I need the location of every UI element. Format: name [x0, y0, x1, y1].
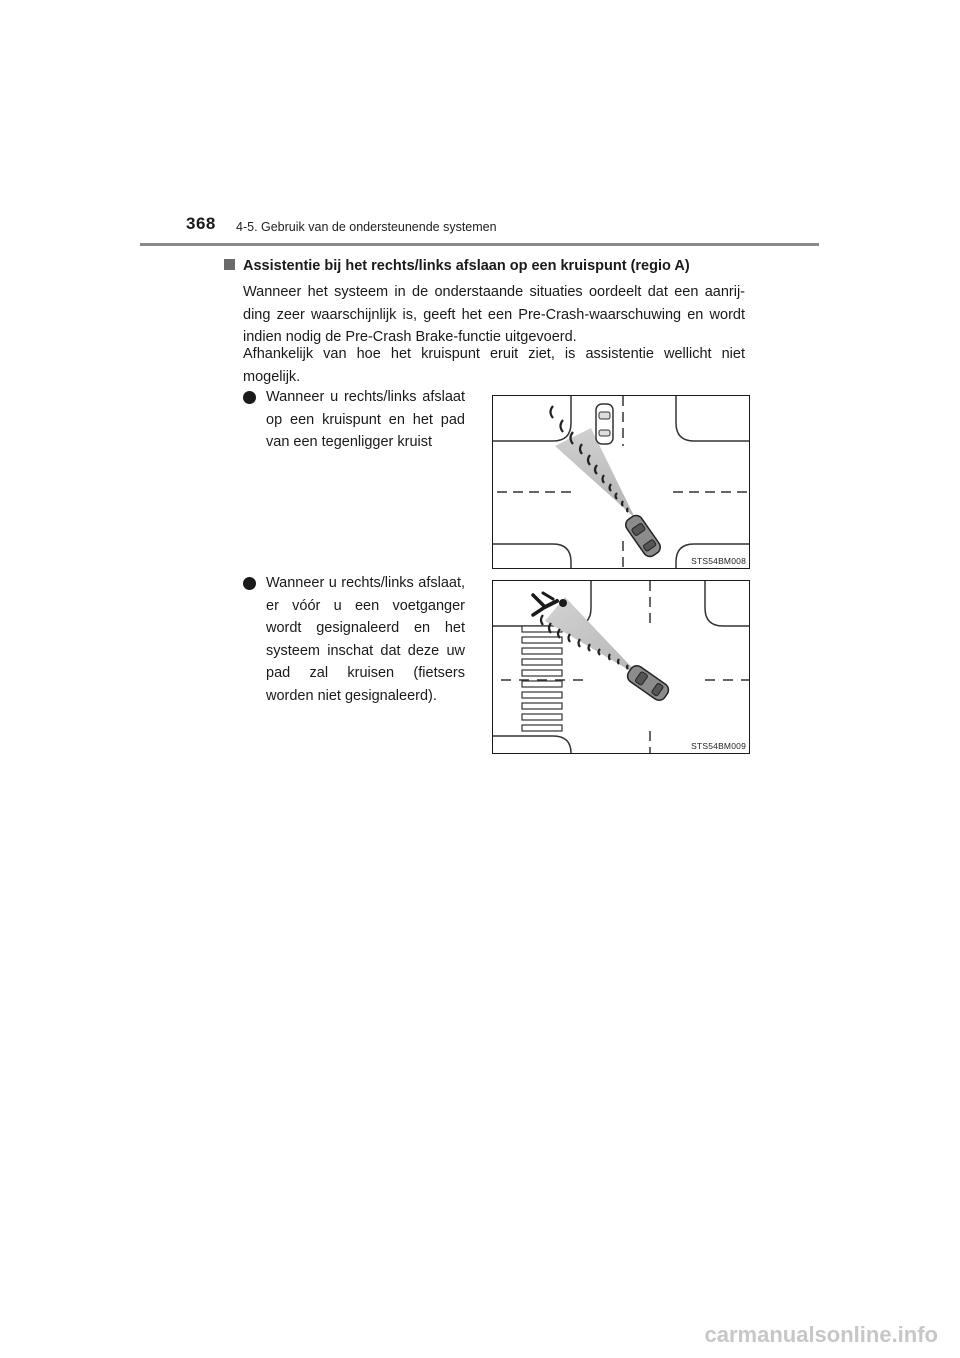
square-bullet-icon: [224, 259, 235, 270]
footer-watermark: carmanualsonline.info: [704, 1322, 938, 1347]
header-divider: [140, 243, 819, 246]
figure-code: STS54BM009: [691, 741, 746, 751]
bullet-dot-icon: [243, 577, 256, 590]
intersection-oncoming-car-illustration: [493, 396, 749, 568]
list-item: [243, 386, 465, 454]
list-item-text: Wanneer u rechts/links afslaat, er vóór u een voetganger wordt gesignaleerd en het systeem inschat dat deze uw pad zal kruisen (fietsers worden niet gesignaleerd).: [266, 575, 465, 704]
section-heading: [224, 256, 764, 276]
page-number: 368: [186, 214, 216, 233]
list-item: [243, 572, 465, 707]
note-paragraph: Afhankelijk van hoe het kruispunt eruit ziet, is assistentie wellicht niet mogelijk.: [243, 346, 745, 385]
figure-code: STS54BM008: [691, 556, 746, 566]
intro-paragraph: Wanneer het systeem in de onderstaande situaties oordeelt dat een aanrij-ding zeer waarschijnlijk is, geeft het een Pre-Crash-waarschuwing en wordt indien nodig de Pre-Crash Brake-functie uitgevoerd.: [243, 284, 745, 345]
section-heading-text: Assistentie bij het rechts/links afslaan op een kruispunt (regio A): [243, 258, 690, 274]
intersection-pedestrian-illustration: [493, 581, 749, 753]
list-item-text: Wanneer u rechts/links afslaat op een kruispunt en het pad van een tegenligger kruist: [266, 389, 465, 450]
figure-oncoming-vehicle: [492, 395, 750, 569]
chapter-title: 4-5. Gebruik van de ondersteunende systemen: [236, 220, 497, 234]
figure-pedestrian: [492, 580, 750, 754]
bullet-dot-icon: [243, 391, 256, 404]
